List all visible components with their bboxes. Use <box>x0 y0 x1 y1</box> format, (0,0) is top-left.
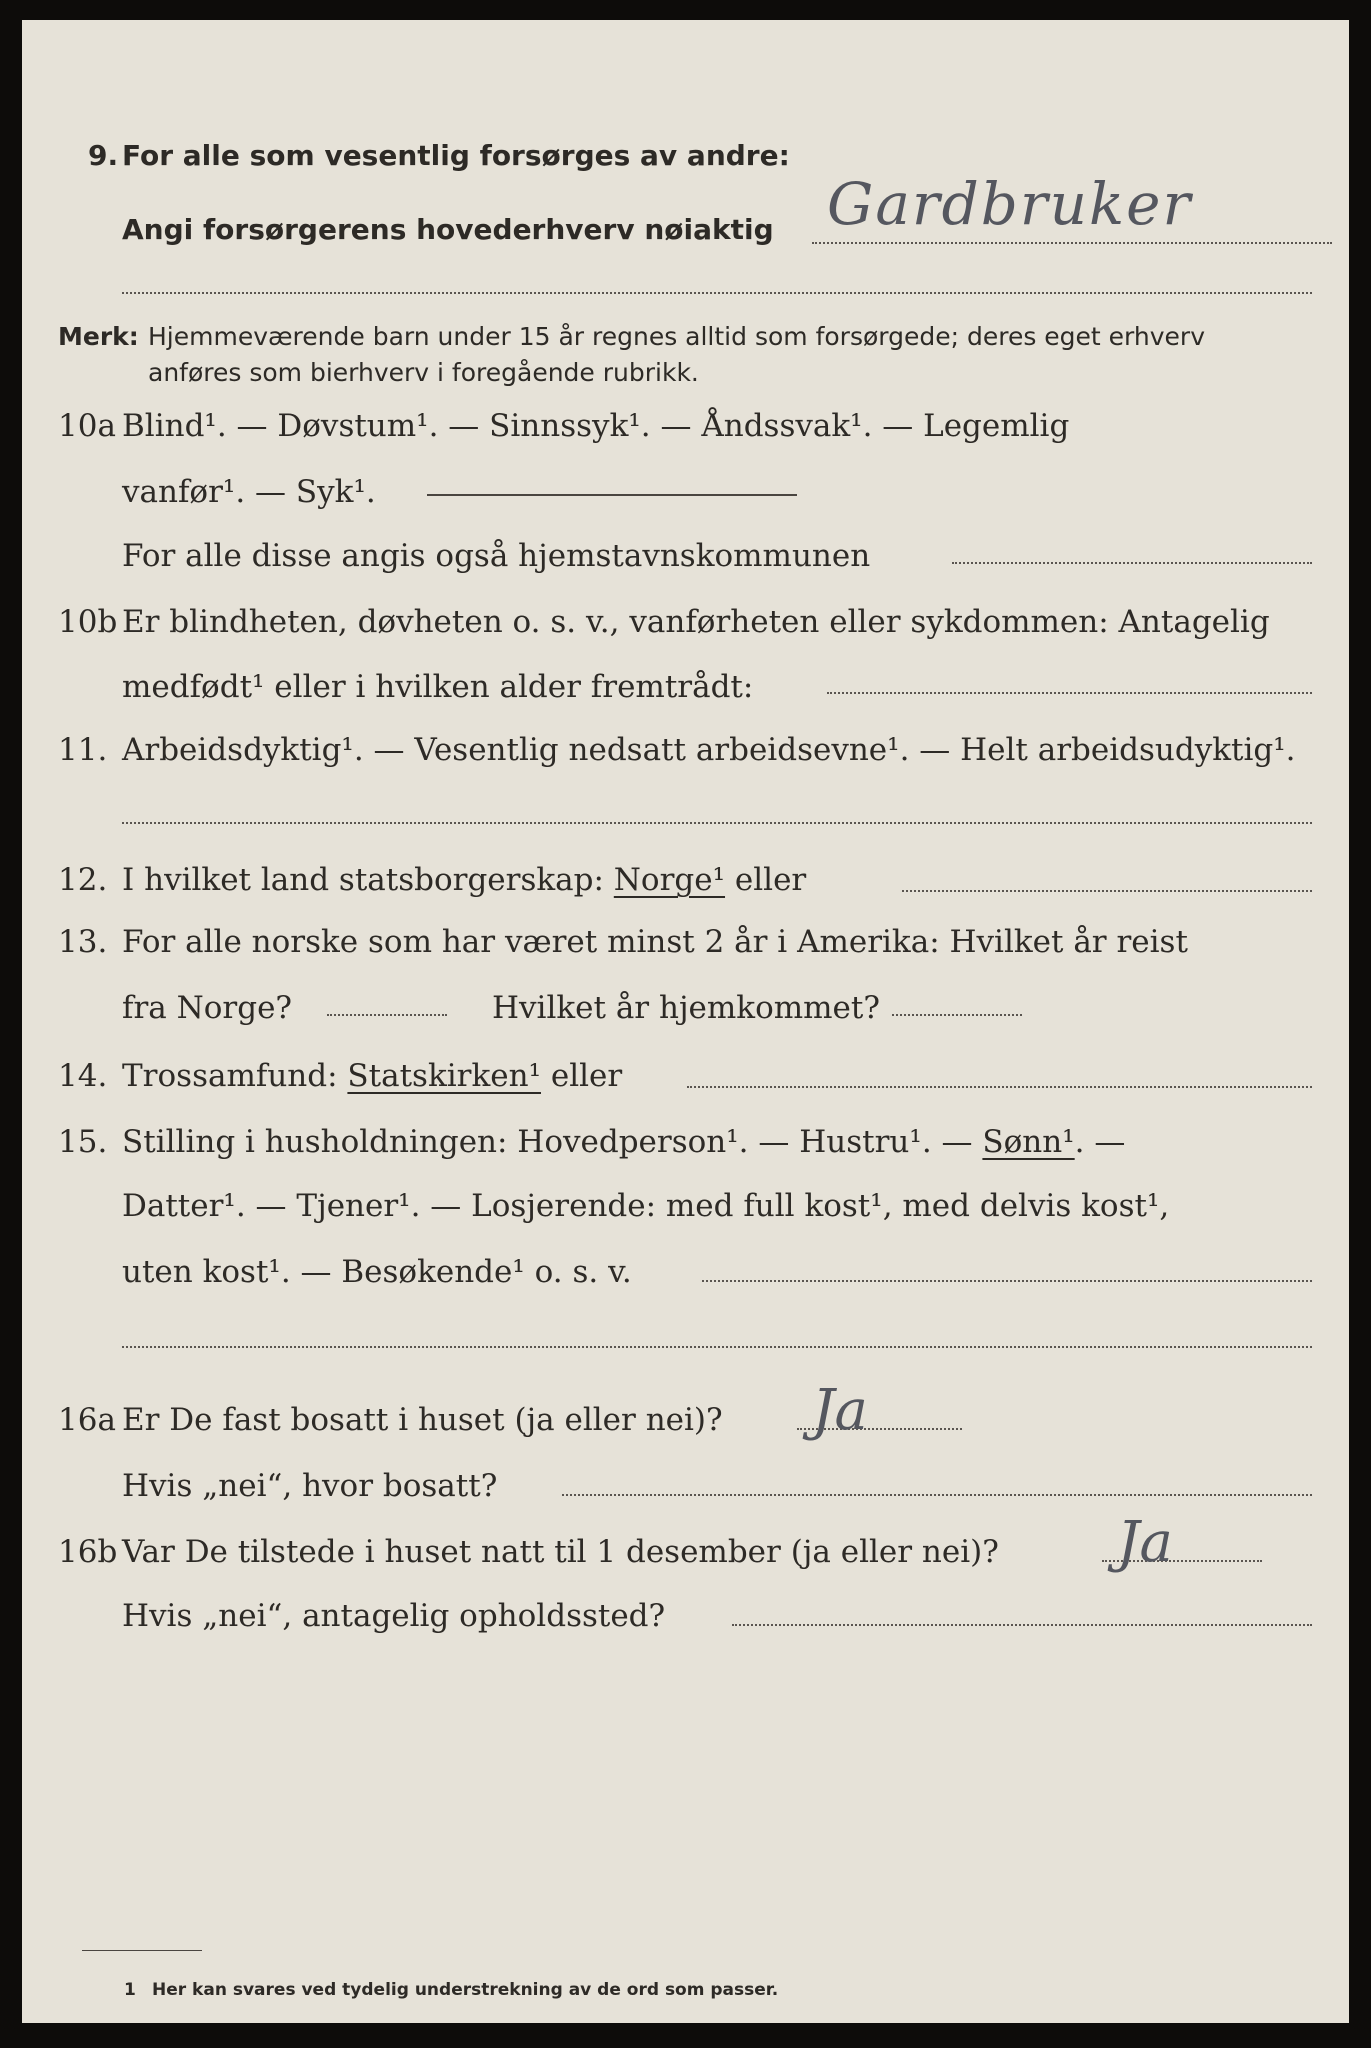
q10a-syk-field[interactable] <box>427 494 797 496</box>
q9-number: 9. <box>88 139 119 172</box>
q16a-handwritten-answer: Ja <box>812 1378 868 1443</box>
merk-line1: Hjemmeværende barn under 15 år regnes alltid som forsørgede; deres eget erhverv <box>148 322 1205 351</box>
q10b-line1: Er blindheten, døvheten o. s. v., vanførheten eller sykdommen: Antagelig <box>122 604 1270 640</box>
q12-norge[interactable]: Norge¹ <box>613 862 726 898</box>
merk-line2: anføres som bierhverv i foregående rubrikk. <box>148 358 699 387</box>
q16a-number: 16a <box>58 1402 116 1438</box>
q16b-line2: Hvis „nei“, antagelig opholdssted? <box>122 1598 666 1634</box>
census-form-page <box>22 20 1349 2023</box>
q15-extra-line[interactable] <box>122 1346 1312 1348</box>
q15-line1a: Stilling i husholdningen: Hovedperson¹. — Hustru¹. — <box>122 1124 973 1160</box>
q16b-line1: Var De tilstede i huset natt til 1 desember (ja eller nei)? <box>122 1534 999 1570</box>
q10a-hjemstavn-field[interactable] <box>952 562 1312 564</box>
footnote-mark: 1 <box>124 1980 136 2000</box>
q9-line2: Angi forsørgerens hovederhverv nøiaktig <box>122 213 774 246</box>
q10b-number: 10b <box>58 604 118 640</box>
q14-statskirken[interactable]: Statskirken¹ <box>347 1058 541 1094</box>
q15-sonn[interactable]: Sønn¹ <box>982 1124 1075 1160</box>
q12-number: 12. <box>58 862 108 898</box>
q16a-line1: Er De fast bosatt i huset (ja eller nei)? <box>122 1402 723 1438</box>
q12-prefix: I hvilket land statsborgerskap: <box>122 862 604 898</box>
q9-handwritten-answer: Gardbruker <box>827 170 1193 238</box>
q14-line <box>122 1056 622 1096</box>
q11-number: 11. <box>58 732 108 768</box>
q15-line1c: . — <box>1074 1124 1126 1160</box>
q14-suffix: eller <box>550 1058 623 1094</box>
q9-answer-field[interactable] <box>812 242 1332 244</box>
q15-line1 <box>122 1122 1125 1162</box>
q16a-line2: Hvis „nei“, hvor bosatt? <box>122 1468 498 1504</box>
q12-line <box>122 860 806 900</box>
q11-line1: Arbeidsdyktig¹. — Vesentlig nedsatt arbeidsevne¹. — Helt arbeidsudyktig¹. <box>122 732 1296 768</box>
q10a-line1: Blind¹. — Døvstum¹. — Sinnssyk¹. — Åndssvak¹. — Legemlig <box>122 408 1070 444</box>
q13-hjemkommet-field[interactable] <box>892 1014 1022 1016</box>
q15-line2: Datter¹. — Tjener¹. — Losjerende: med full kost¹, med delvis kost¹, <box>122 1188 1170 1224</box>
q14-prefix: Trossamfund: <box>122 1058 338 1094</box>
q16b-number: 16b <box>58 1534 118 1570</box>
q10b-line2: medfødt¹ eller i hvilken alder fremtrådt: <box>122 669 754 705</box>
q10a-line2: vanfør¹. — Syk¹. <box>122 474 376 510</box>
q13-line2b: Hvilket år hjemkommet? <box>492 990 880 1026</box>
q13-reist-field[interactable] <box>327 1014 447 1016</box>
q15-number: 15. <box>58 1124 108 1160</box>
q15-line3: uten kost¹. — Besøkende¹ o. s. v. <box>122 1254 632 1290</box>
q14-number: 14. <box>58 1058 108 1094</box>
q10b-alder-field[interactable] <box>827 692 1312 694</box>
q13-number: 13. <box>58 924 108 960</box>
footnote-text: Her kan svares ved tydelig understrekning av de ord som passer. <box>152 1980 779 2000</box>
footnote-rule <box>82 1950 202 1951</box>
q16b-opholdssted-field[interactable] <box>732 1624 1312 1626</box>
q13-line2a: fra Norge? <box>122 990 293 1026</box>
q12-suffix: eller <box>734 862 807 898</box>
q15-stilling-field[interactable] <box>702 1280 1312 1282</box>
q10a-line3: For alle disse angis også hjemstavnskommunen <box>122 538 871 574</box>
q11-extra-line[interactable] <box>122 822 1312 824</box>
q16b-handwritten-answer: Ja <box>1117 1510 1173 1575</box>
q9-extra-line[interactable] <box>122 292 1312 294</box>
q9-line1: For alle som vesentlig forsørges av andre: <box>122 139 790 172</box>
merk-label: Merk: <box>58 322 139 351</box>
q14-trossamfund-field[interactable] <box>687 1086 1312 1088</box>
q10a-number: 10a <box>58 408 116 444</box>
q12-land-field[interactable] <box>902 890 1312 892</box>
q16a-bosatt-field[interactable] <box>562 1494 1312 1496</box>
q13-line1: For alle norske som har været minst 2 år i Amerika: Hvilket år reist <box>122 924 1188 960</box>
